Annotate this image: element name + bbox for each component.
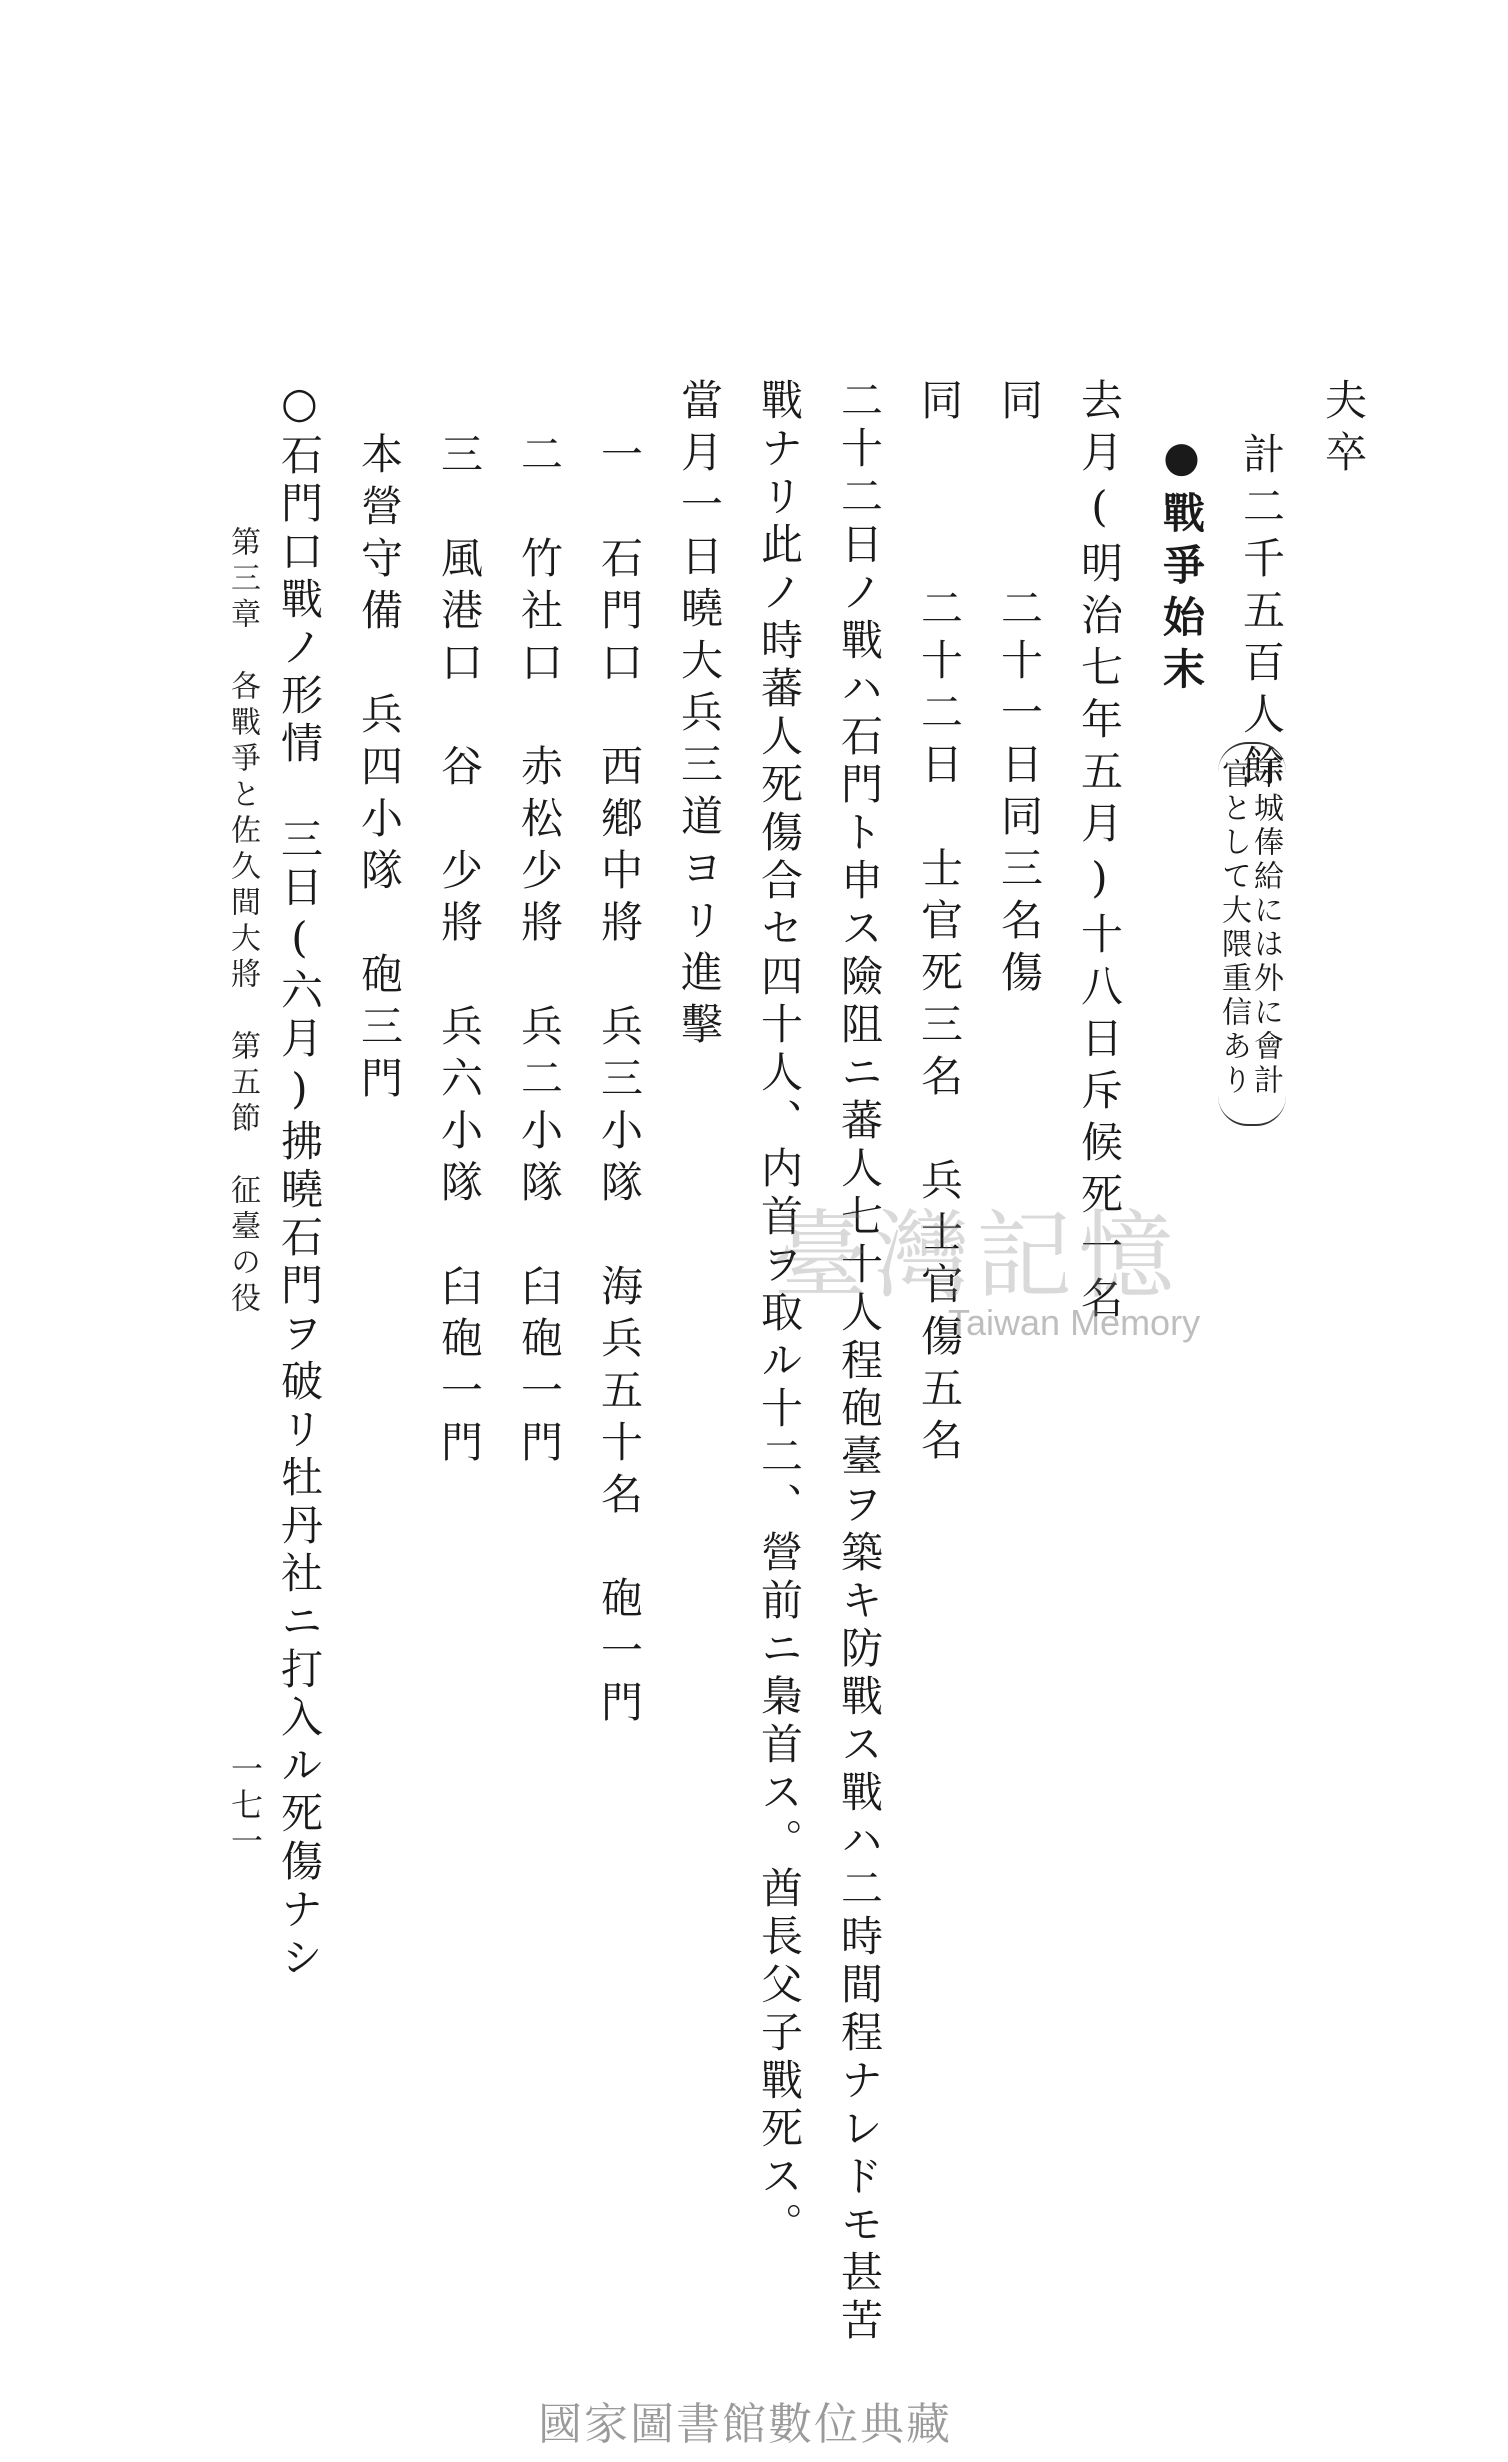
page-number: 一七一 (226, 1752, 264, 1860)
footer-watermark: 國家圖書館數位典藏 (538, 2399, 952, 2450)
text-column-5: 同 二十一日同三名傷 (995, 378, 1044, 1002)
running-header: 第三章 各戰爭と佐久間大將 第五節 征臺の役 (225, 526, 260, 1318)
text-column-6: 同 二十二日 士官死三名 兵士官傷五名 (915, 378, 964, 1470)
parenthetical-note (1218, 742, 1286, 1126)
text-column-13: 本營守備 兵四小隊 砲三門 (355, 432, 404, 1108)
text-column-1: 夫卒 (1319, 378, 1368, 482)
note-line-1: 干城俸給には外に會計 (1248, 758, 1283, 1098)
text-column-9: 當月一日曉大兵三道ヨリ進擊 (675, 378, 724, 1054)
note-line-2: 官として大隈重信あり (1216, 758, 1251, 1098)
text-column-4: 去月(明治七年五月)十八日斥候死一名 (1075, 378, 1124, 1328)
watermark-logo: 臺灣記憶 (772, 1200, 1180, 1312)
text-column-14: ○石門口戰ノ形情 三日(六月)拂曉石門ヲ破リ牡丹社ニ打入ル死傷ナシ (275, 378, 324, 1983)
text-column-2: 計二千五百人餘 (1237, 432, 1286, 796)
section-heading: ●戰爭始末 (1157, 432, 1206, 699)
text-column-10: 一 石門口 西鄕中將 兵三小隊 海兵五十名 砲一門 (595, 432, 644, 1732)
text-column-7: 二十二日ノ戰ハ石門ト申ス險阻ニ蕃人七十人程砲臺ヲ築キ防戰ス戰ハ二時間程ナレドモ甚苦 (835, 378, 884, 2346)
watermark-english: Taiwan Memory (948, 1302, 1201, 1343)
text-column-8: 戰ナリ此ノ時蕃人死傷合セ四十人、内首ヲ取ル十二、營前ニ梟首ス。酋長父子戰死ス。 (755, 378, 804, 2250)
text-column-11: 二 竹社口 赤松少將 兵二小隊 臼砲一門 (515, 432, 564, 1472)
text-column-12: 三 風港口 谷 少將 兵六小隊 臼砲一門 (435, 432, 484, 1472)
